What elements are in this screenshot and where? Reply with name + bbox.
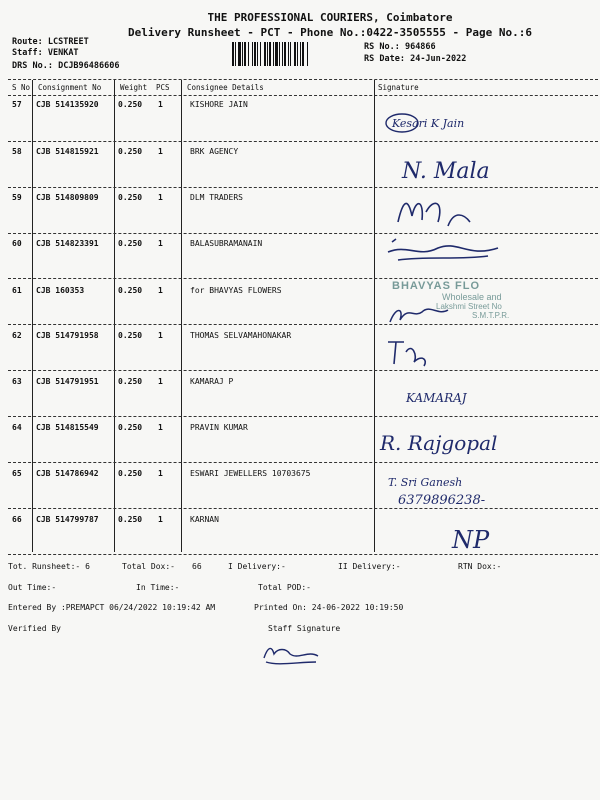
sig-stroke: [388, 239, 498, 260]
column-divider: [32, 80, 33, 552]
staff-signature: [258, 640, 328, 668]
signature-row-62: [378, 334, 468, 370]
ii-delivery: II Delivery:-: [338, 562, 401, 571]
row-consignee: PRAVIN KUMAR: [190, 423, 248, 432]
column-divider: [181, 80, 182, 552]
barcode-bar: [284, 42, 286, 66]
runsheet-subtitle: Delivery Runsheet - PCT - Phone No.:0422-3505555 - Page No.:6: [128, 26, 532, 39]
barcode-bar: [269, 42, 271, 66]
row-consignment: CJB 160353: [36, 286, 85, 295]
runsheet-title: THE PROFESSIONAL COURIERS, Coimbatore: [207, 11, 453, 24]
sig-text: KAMARAJ: [406, 391, 467, 405]
stamp-line: S.M.T.P.R.: [472, 311, 510, 320]
row-sno: 60: [12, 239, 22, 248]
row-consignee: KARNAN: [190, 515, 219, 524]
row-consignee: KAMARAJ P: [190, 377, 234, 386]
barcode-bar: [273, 42, 274, 66]
row-sno: 62: [12, 331, 22, 340]
row-weight: 0.250: [118, 147, 143, 156]
barcode-bar: [294, 42, 296, 66]
row-pcs: 1: [158, 515, 163, 524]
signature-row-57: [378, 108, 578, 142]
rs-number-label: RS No.:: [364, 42, 400, 52]
route-label: Route:: [12, 37, 43, 47]
barcode-bar: [264, 42, 266, 66]
barcode-bar: [307, 42, 308, 66]
barcode-bar: [232, 42, 234, 66]
drs-label: DRS No.:: [12, 61, 53, 71]
row-consignee: for BHAVYAS FLOWERS: [190, 286, 282, 295]
barcode-bar: [288, 42, 289, 66]
rs-date-field: [364, 54, 466, 64]
barcode-bar: [302, 42, 304, 66]
printed-on: Printed On: 24-06-2022 10:19:50: [254, 603, 404, 612]
total-dox-value: 66: [192, 562, 202, 571]
column-divider: [374, 80, 375, 552]
row-pcs: 1: [158, 331, 163, 340]
staff-signature-label: Staff Signature: [268, 624, 341, 633]
row-weight: 0.250: [118, 515, 143, 524]
stamp-line: BHAVYAS FLO: [392, 280, 481, 292]
row-weight: 0.250: [118, 331, 143, 340]
row-sno: 57: [12, 100, 22, 109]
shop-stamp: [392, 280, 572, 338]
row-sno: 61: [12, 286, 22, 295]
row-consignment: CJB 514815549: [36, 423, 99, 432]
row-rule: [8, 370, 598, 371]
row-sno: 64: [12, 423, 22, 432]
barcode-bar: [244, 42, 246, 66]
tot-runsheet: Tot. Runsheet:- 6: [8, 562, 90, 571]
stamp-line: Lakshmi Street No: [436, 302, 502, 311]
barcode-bar: [260, 42, 261, 66]
signature-row-63: [378, 380, 498, 412]
row-consignee: THOMAS SELVAMAHONAKAR: [190, 331, 292, 340]
col-header-consignment: Consignment No: [38, 83, 102, 92]
signature-row-64: [378, 424, 578, 460]
sig-stroke: [398, 203, 470, 226]
row-consignment: CJB 514791958: [36, 331, 99, 340]
row-pcs: 1: [158, 423, 163, 432]
row-sno: 65: [12, 469, 22, 478]
table-bottom-rule: [8, 554, 598, 555]
row-weight: 0.250: [118, 423, 143, 432]
out-time: Out Time:-: [8, 583, 57, 592]
route-field: [12, 37, 89, 47]
barcode: [232, 42, 360, 66]
verified-by: Verified By: [8, 624, 61, 633]
sig-phone: 6379896238-: [398, 493, 486, 508]
col-header-consignee: Consignee Details: [187, 83, 264, 92]
signature-row-60: [378, 234, 518, 264]
row-weight: 0.250: [118, 286, 143, 295]
signature-row-59: [378, 192, 498, 232]
row-consignment: CJB 514815921: [36, 147, 99, 156]
col-header-sno: S No: [12, 83, 31, 92]
row-consignee: BRK AGENCY: [190, 147, 239, 156]
row-pcs: 1: [158, 469, 163, 478]
row-weight: 0.250: [118, 239, 143, 248]
barcode-bar: [252, 42, 253, 66]
barcode-bar: [257, 42, 258, 66]
barcode-bar: [238, 42, 241, 66]
barcode-bar: [248, 42, 249, 66]
staff-value: VENKAT: [47, 48, 79, 58]
row-sno: 63: [12, 377, 22, 386]
row-rule: [8, 462, 598, 463]
row-rule: [8, 416, 598, 417]
stamp-line: Wholesale and: [442, 292, 502, 302]
entered-by: Entered By :PREMAPCT 06/24/2022 10:19:42 AM: [8, 603, 216, 612]
barcode-bar: [242, 42, 243, 66]
sig-stroke: [388, 342, 425, 366]
i-delivery: I Delivery:-: [228, 562, 286, 571]
col-header-weight: Weight: [120, 83, 148, 92]
row-consignment: CJB 514135920: [36, 100, 99, 109]
row-consignee: DLM TRADERS: [190, 193, 243, 202]
signature-row-66: [378, 520, 498, 554]
barcode-bar: [282, 42, 283, 66]
row-rule: [8, 187, 598, 188]
row-pcs: 1: [158, 193, 163, 202]
row-sno: 59: [12, 193, 22, 202]
in-time: In Time:-: [136, 583, 180, 592]
total-pod: Total POD:-: [258, 583, 311, 592]
row-consignment: CJB 514791951: [36, 377, 99, 386]
rtn-dox: RTN Dox:-: [458, 562, 502, 571]
rs-date-label: RS Date:: [364, 54, 405, 64]
barcode-bar: [279, 42, 280, 66]
table-header-rule: [8, 95, 598, 96]
row-consignee: ESWARI JEWELLERS 10703675: [190, 469, 311, 478]
row-sno: 66: [12, 515, 22, 524]
signature-row-58: [378, 150, 578, 186]
row-weight: 0.250: [118, 193, 143, 202]
col-header-pcs: PCS: [156, 83, 170, 92]
row-pcs: 1: [158, 147, 163, 156]
row-rule: [8, 278, 598, 279]
row-consignment: CJB 514809809: [36, 193, 99, 202]
rs-date-value: 24-Jun-2022: [410, 54, 467, 64]
row-pcs: 1: [158, 239, 163, 248]
barcode-bar: [254, 42, 256, 66]
row-weight: 0.250: [118, 377, 143, 386]
sig-text: T. Sri Ganesh: [388, 476, 463, 489]
total-dox-label: Total Dox:-: [122, 562, 175, 571]
row-weight: 0.250: [118, 100, 143, 109]
barcode-bar: [290, 42, 291, 66]
row-weight: 0.250: [118, 469, 143, 478]
route-value: LCSTREET: [47, 37, 89, 47]
row-consignment: CJB 514786942: [36, 469, 99, 478]
signature-row-65: [378, 474, 578, 510]
barcode-bar: [267, 42, 268, 66]
barcode-bar: [300, 42, 301, 66]
table-top-rule: [8, 79, 598, 80]
rs-number-field: [364, 42, 436, 52]
barcode-bar: [235, 42, 236, 66]
sig-text: R. Rajgopal: [380, 431, 498, 455]
barcode-bar: [297, 42, 298, 66]
row-consignee: KISHORE JAIN: [190, 100, 248, 109]
sig-stroke: [264, 648, 318, 663]
drs-field: [12, 61, 120, 71]
row-consignment: CJB 514823391: [36, 239, 99, 248]
sig-text: Kesari K Jain: [392, 117, 465, 130]
row-sno: 58: [12, 147, 22, 156]
row-consignee: BALASUBRAMANAIN: [190, 239, 263, 248]
sig-text: N. Mala: [402, 159, 490, 184]
row-pcs: 1: [158, 286, 163, 295]
col-header-signature: Signature: [378, 83, 419, 92]
rs-number-value: 964866: [404, 42, 436, 52]
row-pcs: 1: [158, 100, 163, 109]
row-consignment: CJB 514799787: [36, 515, 99, 524]
staff-field: [12, 48, 79, 58]
row-pcs: 1: [158, 377, 163, 386]
staff-label: Staff:: [12, 48, 43, 58]
barcode-bar: [275, 42, 278, 66]
column-divider: [114, 80, 115, 552]
sig-text: NP: [452, 526, 490, 554]
drs-value: DCJB96486606: [58, 61, 120, 71]
